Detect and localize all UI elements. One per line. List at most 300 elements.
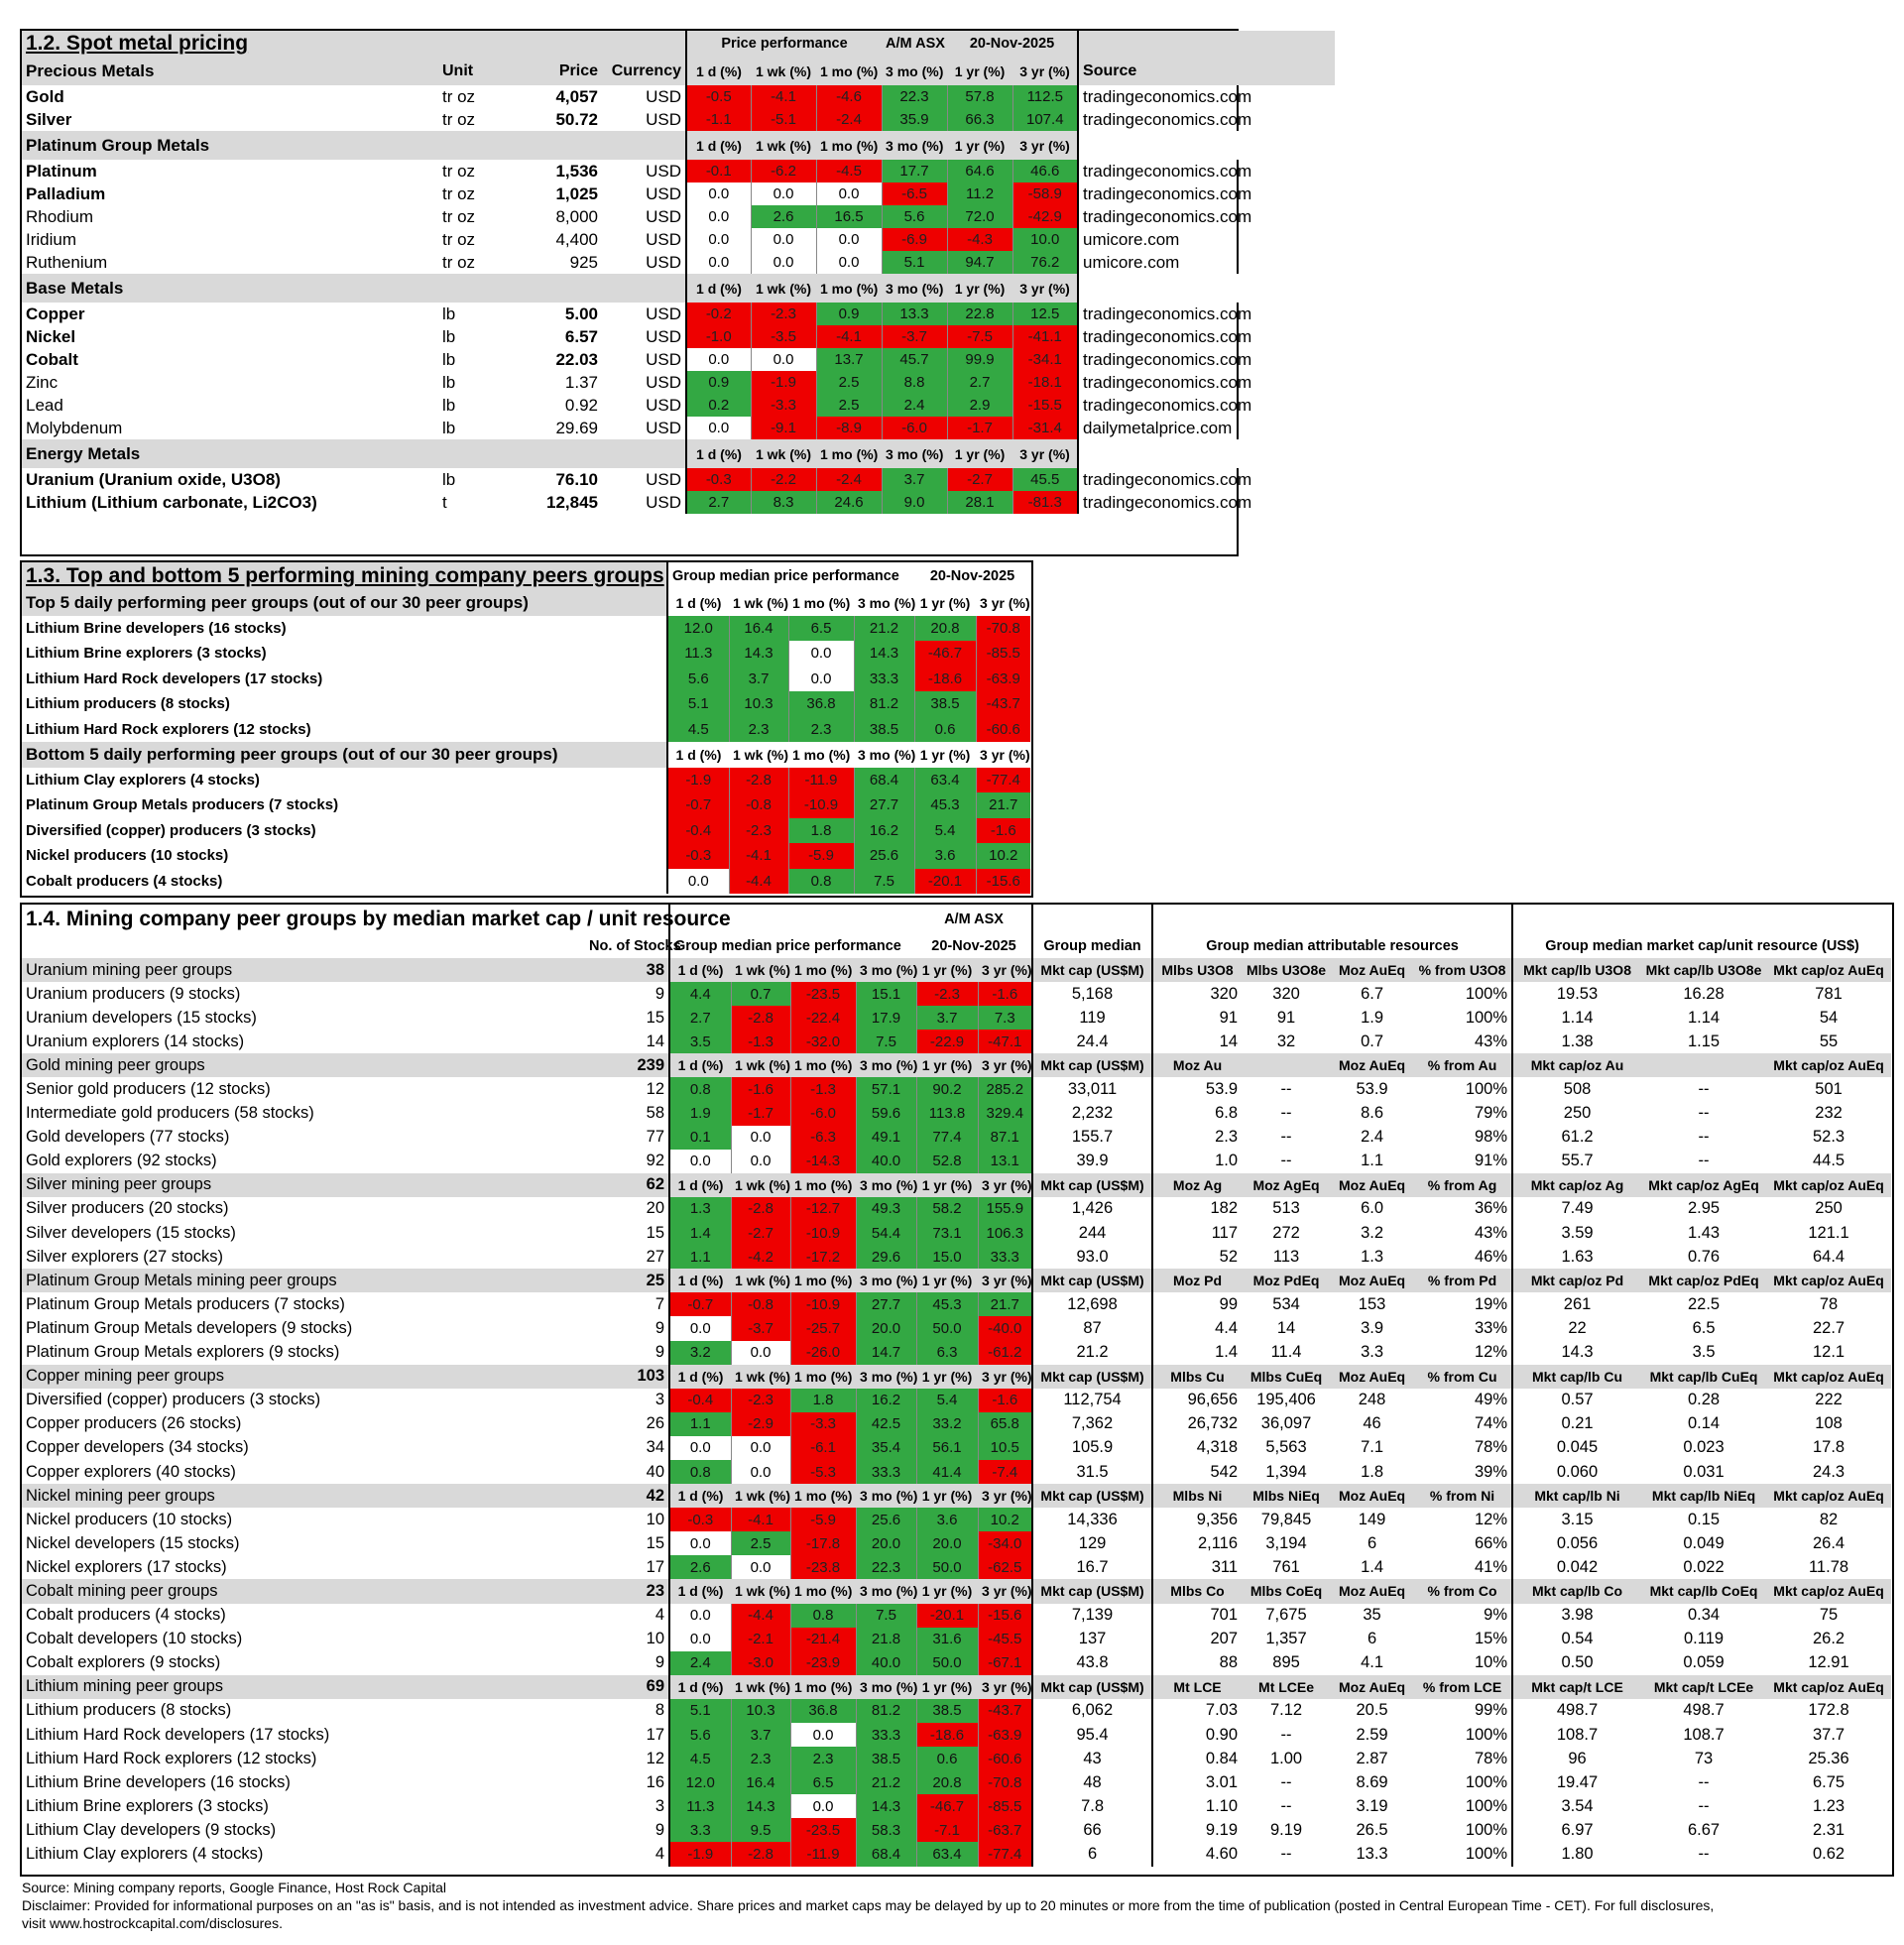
mcap-value: 48 bbox=[1032, 1770, 1152, 1794]
perf-header: 3 mo (%) bbox=[856, 1484, 916, 1508]
resource-value: 14 bbox=[1276, 1318, 1296, 1337]
perf-value: 21.7 bbox=[976, 792, 1030, 818]
perf-value: -61.2 bbox=[978, 1341, 1032, 1365]
perf-value: 66.3 bbox=[947, 108, 1012, 131]
perf-value: -2.3 bbox=[751, 303, 816, 325]
disclosures-link[interactable]: visit www.hostrockcapital.com/disclosures. bbox=[22, 1915, 283, 1931]
peer-group-name: Uranium producers (9 stocks) bbox=[26, 984, 241, 1003]
perf-value: -32.0 bbox=[790, 1030, 856, 1053]
peer-group-row bbox=[22, 1770, 1891, 1794]
peer-group-row bbox=[22, 1436, 1891, 1460]
unit-value: -- bbox=[1698, 1128, 1710, 1147]
peer-group-name: Silver explorers (27 stocks) bbox=[26, 1247, 223, 1266]
perf-value: -3.7 bbox=[882, 325, 947, 348]
perf-value: 0.0 bbox=[788, 641, 854, 667]
perf-value: 15.0 bbox=[916, 1245, 978, 1269]
metal-row bbox=[22, 303, 1335, 325]
perf-header: 3 mo (%) bbox=[856, 958, 916, 982]
perf-value: 2.4 bbox=[669, 1651, 731, 1675]
perf-value: 38.5 bbox=[916, 1699, 978, 1723]
perf-value: 68.4 bbox=[854, 768, 914, 793]
perf-value: 58.3 bbox=[856, 1818, 916, 1842]
metal-price: 76.10 bbox=[555, 469, 598, 489]
mcap-header: Mkt cap (US$M) bbox=[1032, 1365, 1152, 1389]
perf-value: 9.0 bbox=[882, 491, 947, 514]
resource-value: 100% bbox=[1465, 1725, 1508, 1744]
unit-value: 26.2 bbox=[1812, 1630, 1845, 1648]
mcap-value: 5,168 bbox=[1032, 982, 1152, 1006]
metal-name: Molybdenum bbox=[26, 418, 123, 437]
perf-header: 1 wk (%) bbox=[751, 439, 816, 468]
peer-group-row bbox=[22, 1794, 1891, 1818]
unit-value: 1.38 bbox=[1512, 1030, 1641, 1053]
perf-value: 15.1 bbox=[856, 982, 916, 1006]
unit-value: 0.14 bbox=[1687, 1414, 1721, 1433]
perf-header: 1 wk (%) bbox=[751, 274, 816, 303]
blank bbox=[508, 274, 602, 303]
mcap-value: 129 bbox=[1032, 1531, 1152, 1555]
perf-value: -6.9 bbox=[882, 228, 947, 251]
perf-value: 6.5 bbox=[790, 1770, 856, 1794]
perf-value: -40.0 bbox=[978, 1316, 1032, 1340]
peer-group-row bbox=[22, 1628, 1891, 1651]
stock-count: 9 bbox=[654, 1820, 665, 1839]
perf-header: 3 mo (%) bbox=[856, 1579, 916, 1603]
perf-value: 6.3 bbox=[916, 1341, 978, 1365]
perf-value: 65.8 bbox=[978, 1412, 1032, 1436]
perf-value: 0.0 bbox=[790, 1723, 856, 1747]
perf-value: 107.4 bbox=[1012, 108, 1078, 131]
peer-group-row bbox=[22, 1245, 1891, 1269]
blank bbox=[602, 439, 686, 468]
metal-name: Silver bbox=[26, 109, 72, 129]
title-row bbox=[22, 31, 1335, 57]
resource-header: % from Ni bbox=[1413, 1484, 1512, 1508]
unit-header: Mkt cap/oz AuEq bbox=[1766, 1173, 1891, 1197]
perf-value: -2.8 bbox=[731, 1197, 790, 1221]
price-header: Price bbox=[508, 57, 602, 85]
resource-value: 534 bbox=[1272, 1294, 1300, 1313]
resource-header: Moz AuEq bbox=[1331, 1173, 1413, 1197]
unit-header: Mkt cap/lb NiEq bbox=[1641, 1484, 1766, 1508]
resource-header: % from U3O8 bbox=[1413, 958, 1512, 982]
perf-value: 22.3 bbox=[882, 85, 947, 108]
perf-value: 50.0 bbox=[916, 1651, 978, 1675]
perf-value: 81.2 bbox=[856, 1699, 916, 1723]
perf-value: -31.4 bbox=[1012, 417, 1078, 439]
resource-value: 33% bbox=[1475, 1318, 1508, 1337]
perf-value: 9.5 bbox=[731, 1818, 790, 1842]
perf-value: -5.3 bbox=[790, 1460, 856, 1484]
perf-value: -1.3 bbox=[731, 1030, 790, 1053]
metal-price: 0.92 bbox=[564, 395, 598, 415]
resource-value: 1.4 bbox=[1361, 1557, 1383, 1576]
unit-header: Mkt cap/lb Ni bbox=[1512, 1484, 1641, 1508]
resource-value: 26.5 bbox=[1356, 1820, 1388, 1839]
perf-header: 1 yr (%) bbox=[916, 958, 978, 982]
perf-value: 0.0 bbox=[686, 182, 751, 205]
perf-value: 10.5 bbox=[978, 1436, 1032, 1460]
perf-value: 4.5 bbox=[669, 1747, 731, 1770]
perf-value: -81.3 bbox=[1012, 491, 1078, 514]
perf-value: 112.5 bbox=[1012, 85, 1078, 108]
resource-header: Mlbs CoEq bbox=[1242, 1579, 1331, 1603]
metal-currency: USD bbox=[646, 469, 681, 489]
unit-value: 501 bbox=[1815, 1080, 1843, 1099]
resource-value: 91 bbox=[1276, 1008, 1296, 1027]
resource-value: 149 bbox=[1358, 1510, 1386, 1528]
perf-header: 3 yr (%) bbox=[978, 1579, 1032, 1603]
perf-value: 0.0 bbox=[788, 667, 854, 692]
perf-value: -22.4 bbox=[790, 1006, 856, 1030]
mcap-value: 244 bbox=[1032, 1221, 1152, 1245]
perf-value: -2.7 bbox=[731, 1221, 790, 1245]
perf-header: 1 yr (%) bbox=[916, 1675, 978, 1699]
perf-header: 1 yr (%) bbox=[916, 1484, 978, 1508]
perf-value: 0.0 bbox=[731, 1126, 790, 1150]
perf-value: 33.3 bbox=[978, 1245, 1032, 1269]
resource-value: 6 bbox=[1367, 1533, 1377, 1552]
perf-value: -60.6 bbox=[978, 1747, 1032, 1770]
metal-row bbox=[22, 348, 1335, 371]
resource-value: 320 bbox=[1152, 982, 1242, 1006]
peer-group-name: Cobalt producers (4 stocks) bbox=[26, 1606, 226, 1625]
peer-group-row bbox=[22, 1316, 1891, 1340]
resource-header: % from Cu bbox=[1413, 1365, 1512, 1389]
perf-value: 38.5 bbox=[914, 691, 976, 717]
perf-value: 20.0 bbox=[856, 1531, 916, 1555]
group-name: Gold mining peer groups bbox=[22, 1053, 585, 1077]
unit-header: Unit bbox=[438, 57, 508, 85]
perf-value: 16.2 bbox=[854, 818, 914, 844]
perf-value: 54.4 bbox=[856, 1221, 916, 1245]
perf-value: -17.2 bbox=[790, 1245, 856, 1269]
perf-value: 3.6 bbox=[914, 843, 976, 869]
perf-value: -2.8 bbox=[731, 1842, 790, 1866]
perf-value: -23.5 bbox=[790, 982, 856, 1006]
unit-value: 7.49 bbox=[1512, 1197, 1641, 1221]
perf-header: 1 mo (%) bbox=[790, 1053, 856, 1077]
perf-header: 3 mo (%) bbox=[856, 1173, 916, 1197]
resource-value: 1.1 bbox=[1361, 1152, 1383, 1170]
group-header-row bbox=[22, 1675, 1891, 1699]
perf-header: 3 yr (%) bbox=[1012, 131, 1078, 160]
resource-value: 36,097 bbox=[1260, 1414, 1312, 1433]
group-header-row bbox=[22, 1365, 1891, 1389]
perf-value: 0.0 bbox=[731, 1150, 790, 1173]
unit-value: 0.060 bbox=[1512, 1460, 1641, 1484]
resource-header: Mlbs NiEq bbox=[1242, 1484, 1331, 1508]
metal-price: 4,400 bbox=[555, 229, 598, 249]
perf-value: -0.2 bbox=[686, 303, 751, 325]
perf-value: -4.4 bbox=[729, 869, 788, 895]
resource-value: 1.00 bbox=[1269, 1749, 1303, 1767]
perf-value: -1.3 bbox=[790, 1077, 856, 1101]
peer-group-row bbox=[22, 1389, 1891, 1412]
metal-currency: USD bbox=[646, 349, 681, 369]
unit-value: 0.119 bbox=[1683, 1630, 1725, 1648]
mcap-value: 2,232 bbox=[1032, 1102, 1152, 1126]
peer-group-name: Silver producers (20 stocks) bbox=[26, 1199, 229, 1218]
mcap-header: Mkt cap (US$M) bbox=[1032, 1579, 1152, 1603]
source-header bbox=[1078, 131, 1335, 160]
blank bbox=[438, 439, 508, 468]
perf-value: 0.8 bbox=[788, 869, 854, 895]
perf-value: 5.1 bbox=[669, 1699, 731, 1723]
unit-header: Mkt cap/oz Au bbox=[1512, 1053, 1641, 1077]
top-bottom-peer-groups-table bbox=[22, 562, 1030, 894]
perf-value: -41.1 bbox=[1012, 325, 1078, 348]
perf-value: 5.1 bbox=[882, 251, 947, 274]
peer-group-row bbox=[22, 1126, 1891, 1150]
perf-header: 3 yr (%) bbox=[978, 1365, 1032, 1389]
metal-source: tradingeconomics.com bbox=[1078, 160, 1335, 182]
resource-value: 91% bbox=[1475, 1152, 1508, 1170]
metal-source: tradingeconomics.com bbox=[1078, 348, 1335, 371]
resource-header: Moz PdEq bbox=[1242, 1269, 1331, 1292]
metal-currency: USD bbox=[646, 161, 681, 181]
metal-unit: lb bbox=[442, 304, 456, 323]
mcap-header: Mkt cap (US$M) bbox=[1032, 1269, 1152, 1292]
metal-currency: USD bbox=[646, 86, 681, 106]
perf-value: 25.6 bbox=[854, 843, 914, 869]
perf-value: -1.1 bbox=[686, 108, 751, 131]
resource-value: 117 bbox=[1152, 1221, 1242, 1245]
blank bbox=[438, 131, 508, 160]
group-header-row bbox=[22, 439, 1335, 468]
peer-group-row bbox=[22, 1747, 1891, 1770]
perf-header: 1 mo (%) bbox=[816, 274, 882, 303]
peer-group-row bbox=[22, 1842, 1891, 1866]
perf-value: 13.1 bbox=[978, 1150, 1032, 1173]
perf-header: 1 mo (%) bbox=[816, 131, 882, 160]
perf-value: -1.6 bbox=[978, 1389, 1032, 1412]
peer-group-row bbox=[22, 717, 1030, 743]
group-count: 103 bbox=[585, 1365, 669, 1389]
group-name: Precious Metals bbox=[22, 57, 438, 85]
resource-value: 20.5 bbox=[1356, 1701, 1388, 1720]
resource-value: 39% bbox=[1475, 1462, 1508, 1481]
perf-value: 77.4 bbox=[916, 1126, 978, 1150]
unit-value: 250 bbox=[1815, 1199, 1843, 1218]
unit-value: 0.042 bbox=[1512, 1555, 1641, 1579]
perf-value: 3.7 bbox=[916, 1006, 978, 1030]
perf-value: -6.2 bbox=[751, 160, 816, 182]
perf-value: -0.3 bbox=[686, 468, 751, 491]
perf-value: -1.6 bbox=[978, 982, 1032, 1006]
peer-group-name: Lithium Brine explorers (3 stocks) bbox=[26, 1796, 269, 1815]
unit-value: 0.022 bbox=[1683, 1557, 1725, 1576]
resource-header: Moz AgEq bbox=[1242, 1173, 1331, 1197]
perf-value: 8.8 bbox=[882, 371, 947, 394]
perf-value: 81.2 bbox=[854, 691, 914, 717]
perf-value: -22.9 bbox=[916, 1030, 978, 1053]
perf-value: 113.8 bbox=[916, 1102, 978, 1126]
perf-value: 7.5 bbox=[856, 1030, 916, 1053]
unit-value: 781 bbox=[1815, 984, 1843, 1003]
unit-value: 0.21 bbox=[1512, 1412, 1641, 1436]
blank bbox=[602, 131, 686, 160]
unit-value: 82 bbox=[1819, 1510, 1839, 1528]
perf-value: -6.0 bbox=[882, 417, 947, 439]
perf-value: 16.5 bbox=[816, 205, 882, 228]
resource-value: 36% bbox=[1475, 1199, 1508, 1218]
perf-value: -3.5 bbox=[751, 325, 816, 348]
mcap-value: 119 bbox=[1032, 1006, 1152, 1030]
blank bbox=[602, 274, 686, 303]
perf-value: 76.2 bbox=[1012, 251, 1078, 274]
perf-value: 45.7 bbox=[882, 348, 947, 371]
resource-value: 9.19 bbox=[1152, 1818, 1242, 1842]
group-header-row bbox=[22, 742, 1030, 768]
perf-value: 0.0 bbox=[669, 1436, 731, 1460]
perf-value: 49.1 bbox=[856, 1126, 916, 1150]
peer-group-name: Nickel producers (10 stocks) bbox=[26, 847, 229, 865]
perf-value: -6.1 bbox=[790, 1436, 856, 1460]
metal-currency: USD bbox=[646, 304, 681, 323]
perf-value: 27.7 bbox=[854, 792, 914, 818]
perf-value: 14.7 bbox=[856, 1341, 916, 1365]
perf-value: 57.1 bbox=[856, 1077, 916, 1101]
perf-value: 2.6 bbox=[751, 205, 816, 228]
metal-name: Copper bbox=[26, 304, 85, 323]
unit-value: 14.3 bbox=[1512, 1341, 1641, 1365]
metal-currency: USD bbox=[646, 252, 681, 272]
peer-group-row bbox=[22, 667, 1030, 692]
metal-name: Uranium (Uranium oxide, U3O8) bbox=[26, 469, 281, 489]
perf-header: 1 mo (%) bbox=[788, 742, 854, 768]
metal-source: tradingeconomics.com bbox=[1078, 325, 1335, 348]
resource-value: 49% bbox=[1475, 1391, 1508, 1409]
perf-value: 27.7 bbox=[856, 1292, 916, 1316]
unit-header: Mkt cap/oz AuEq bbox=[1766, 958, 1891, 982]
perf-value: 0.0 bbox=[686, 228, 751, 251]
perf-value: 0.0 bbox=[686, 205, 751, 228]
resource-value: 6.7 bbox=[1361, 984, 1383, 1003]
resource-value: 3.19 bbox=[1356, 1796, 1388, 1815]
stock-count: 27 bbox=[646, 1247, 665, 1266]
peer-group-name: Lithium producers (8 stocks) bbox=[26, 1701, 232, 1720]
resource-value: 9.19 bbox=[1269, 1820, 1303, 1839]
mcap-value: 137 bbox=[1032, 1628, 1152, 1651]
peer-group-name: Copper developers (34 stocks) bbox=[26, 1438, 249, 1457]
perf-value: 56.1 bbox=[916, 1436, 978, 1460]
unit-header: Mkt cap/lb U3O8 bbox=[1512, 958, 1641, 982]
perf-header: 1 yr (%) bbox=[916, 1365, 978, 1389]
perf-value: 33.3 bbox=[856, 1460, 916, 1484]
peer-group-row bbox=[22, 1006, 1891, 1030]
peer-group-row bbox=[22, 843, 1030, 869]
peer-group-name: Platinum Group Metals producers (7 stocks) bbox=[26, 1294, 345, 1313]
perf-value: 2.6 bbox=[669, 1555, 731, 1579]
resource-value: 100% bbox=[1465, 1080, 1508, 1099]
resource-header: Mlbs Co bbox=[1152, 1579, 1242, 1603]
peer-group-row bbox=[22, 641, 1030, 667]
perf-value: 5.6 bbox=[667, 667, 729, 692]
peer-group-name: Lithium Hard Rock explorers (12 stocks) bbox=[26, 1749, 317, 1767]
perf-value: 3.6 bbox=[916, 1508, 978, 1531]
metal-price: 1.37 bbox=[564, 372, 598, 392]
perf-value: -0.4 bbox=[667, 818, 729, 844]
resource-header: Moz AuEq bbox=[1331, 1579, 1413, 1603]
resource-value: 3,194 bbox=[1265, 1533, 1307, 1552]
perf-value: 329.4 bbox=[978, 1102, 1032, 1126]
stock-count: 9 bbox=[654, 1343, 665, 1362]
peer-group-name: Lithium Clay explorers (4 stocks) bbox=[26, 771, 260, 789]
perf-value: -46.7 bbox=[914, 641, 976, 667]
peer-group-row bbox=[22, 818, 1030, 844]
perf-value: 64.6 bbox=[947, 160, 1012, 182]
perf-value: 49.3 bbox=[856, 1197, 916, 1221]
perf-value: 5.4 bbox=[916, 1389, 978, 1412]
perf-header: 3 yr (%) bbox=[978, 1269, 1032, 1292]
perf-value: 1.1 bbox=[669, 1412, 731, 1436]
perf-value: 58.2 bbox=[916, 1197, 978, 1221]
metal-row bbox=[22, 371, 1335, 394]
unit-header: Mkt cap/oz AgEq bbox=[1641, 1173, 1766, 1197]
unit-value: 44.5 bbox=[1812, 1152, 1845, 1170]
stock-count: 4 bbox=[654, 1845, 665, 1864]
group-header-row bbox=[22, 590, 1030, 616]
perf-value: 68.4 bbox=[856, 1842, 916, 1866]
unit-value: 508 bbox=[1512, 1077, 1641, 1101]
perf-value: -3.3 bbox=[751, 394, 816, 417]
stock-count: 58 bbox=[646, 1104, 665, 1123]
metal-currency: USD bbox=[646, 395, 681, 415]
perf-header: 1 wk (%) bbox=[731, 1365, 790, 1389]
unit-value: 2.95 bbox=[1687, 1199, 1721, 1218]
metal-unit: tr oz bbox=[442, 109, 476, 129]
perf-value: 0.0 bbox=[669, 1150, 731, 1173]
metal-price: 22.03 bbox=[555, 349, 598, 369]
section-title: 1.4. Mining company peer groups by median market cap / unit resource bbox=[26, 908, 731, 930]
perf-header: 1 d (%) bbox=[669, 1173, 731, 1197]
metal-unit: tr oz bbox=[442, 206, 476, 226]
perf-value: -12.7 bbox=[790, 1197, 856, 1221]
unit-value: 232 bbox=[1815, 1104, 1843, 1123]
perf-value: -67.1 bbox=[978, 1651, 1032, 1675]
perf-value: 13.3 bbox=[882, 303, 947, 325]
metal-row bbox=[22, 468, 1335, 491]
resource-value: 3.2 bbox=[1361, 1223, 1383, 1242]
resource-header: Mlbs Cu bbox=[1152, 1365, 1242, 1389]
resource-value: 248 bbox=[1358, 1391, 1386, 1409]
resource-value: 6.0 bbox=[1361, 1199, 1383, 1218]
peer-group-row bbox=[22, 1555, 1891, 1579]
perf-header: 1 d (%) bbox=[669, 1269, 731, 1292]
resource-header: Moz Ag bbox=[1152, 1173, 1242, 1197]
currency-header: Currency bbox=[602, 57, 686, 85]
unit-header: Mkt cap/oz Ag bbox=[1512, 1173, 1641, 1197]
resource-header: Mlbs CuEq bbox=[1242, 1365, 1331, 1389]
perf-value: 0.0 bbox=[669, 1628, 731, 1651]
section-title: 1.2. Spot metal pricing bbox=[22, 31, 686, 57]
metal-row bbox=[22, 160, 1335, 182]
unit-value: 12.1 bbox=[1812, 1343, 1845, 1362]
unit-value: 1.14 bbox=[1512, 1006, 1641, 1030]
stock-count: 10 bbox=[646, 1630, 665, 1648]
perf-value: -0.7 bbox=[669, 1292, 731, 1316]
perf-header: 1 d (%) bbox=[669, 1675, 731, 1699]
perf-value: -10.9 bbox=[790, 1221, 856, 1245]
metal-currency: USD bbox=[646, 109, 681, 129]
perf-value: -18.6 bbox=[914, 667, 976, 692]
metal-source: tradingeconomics.com bbox=[1078, 85, 1335, 108]
mcap-header: Mkt cap (US$M) bbox=[1032, 1053, 1152, 1077]
perf-value: 1.8 bbox=[790, 1389, 856, 1412]
blank bbox=[1078, 31, 1335, 57]
resource-value: 8.69 bbox=[1356, 1772, 1388, 1791]
